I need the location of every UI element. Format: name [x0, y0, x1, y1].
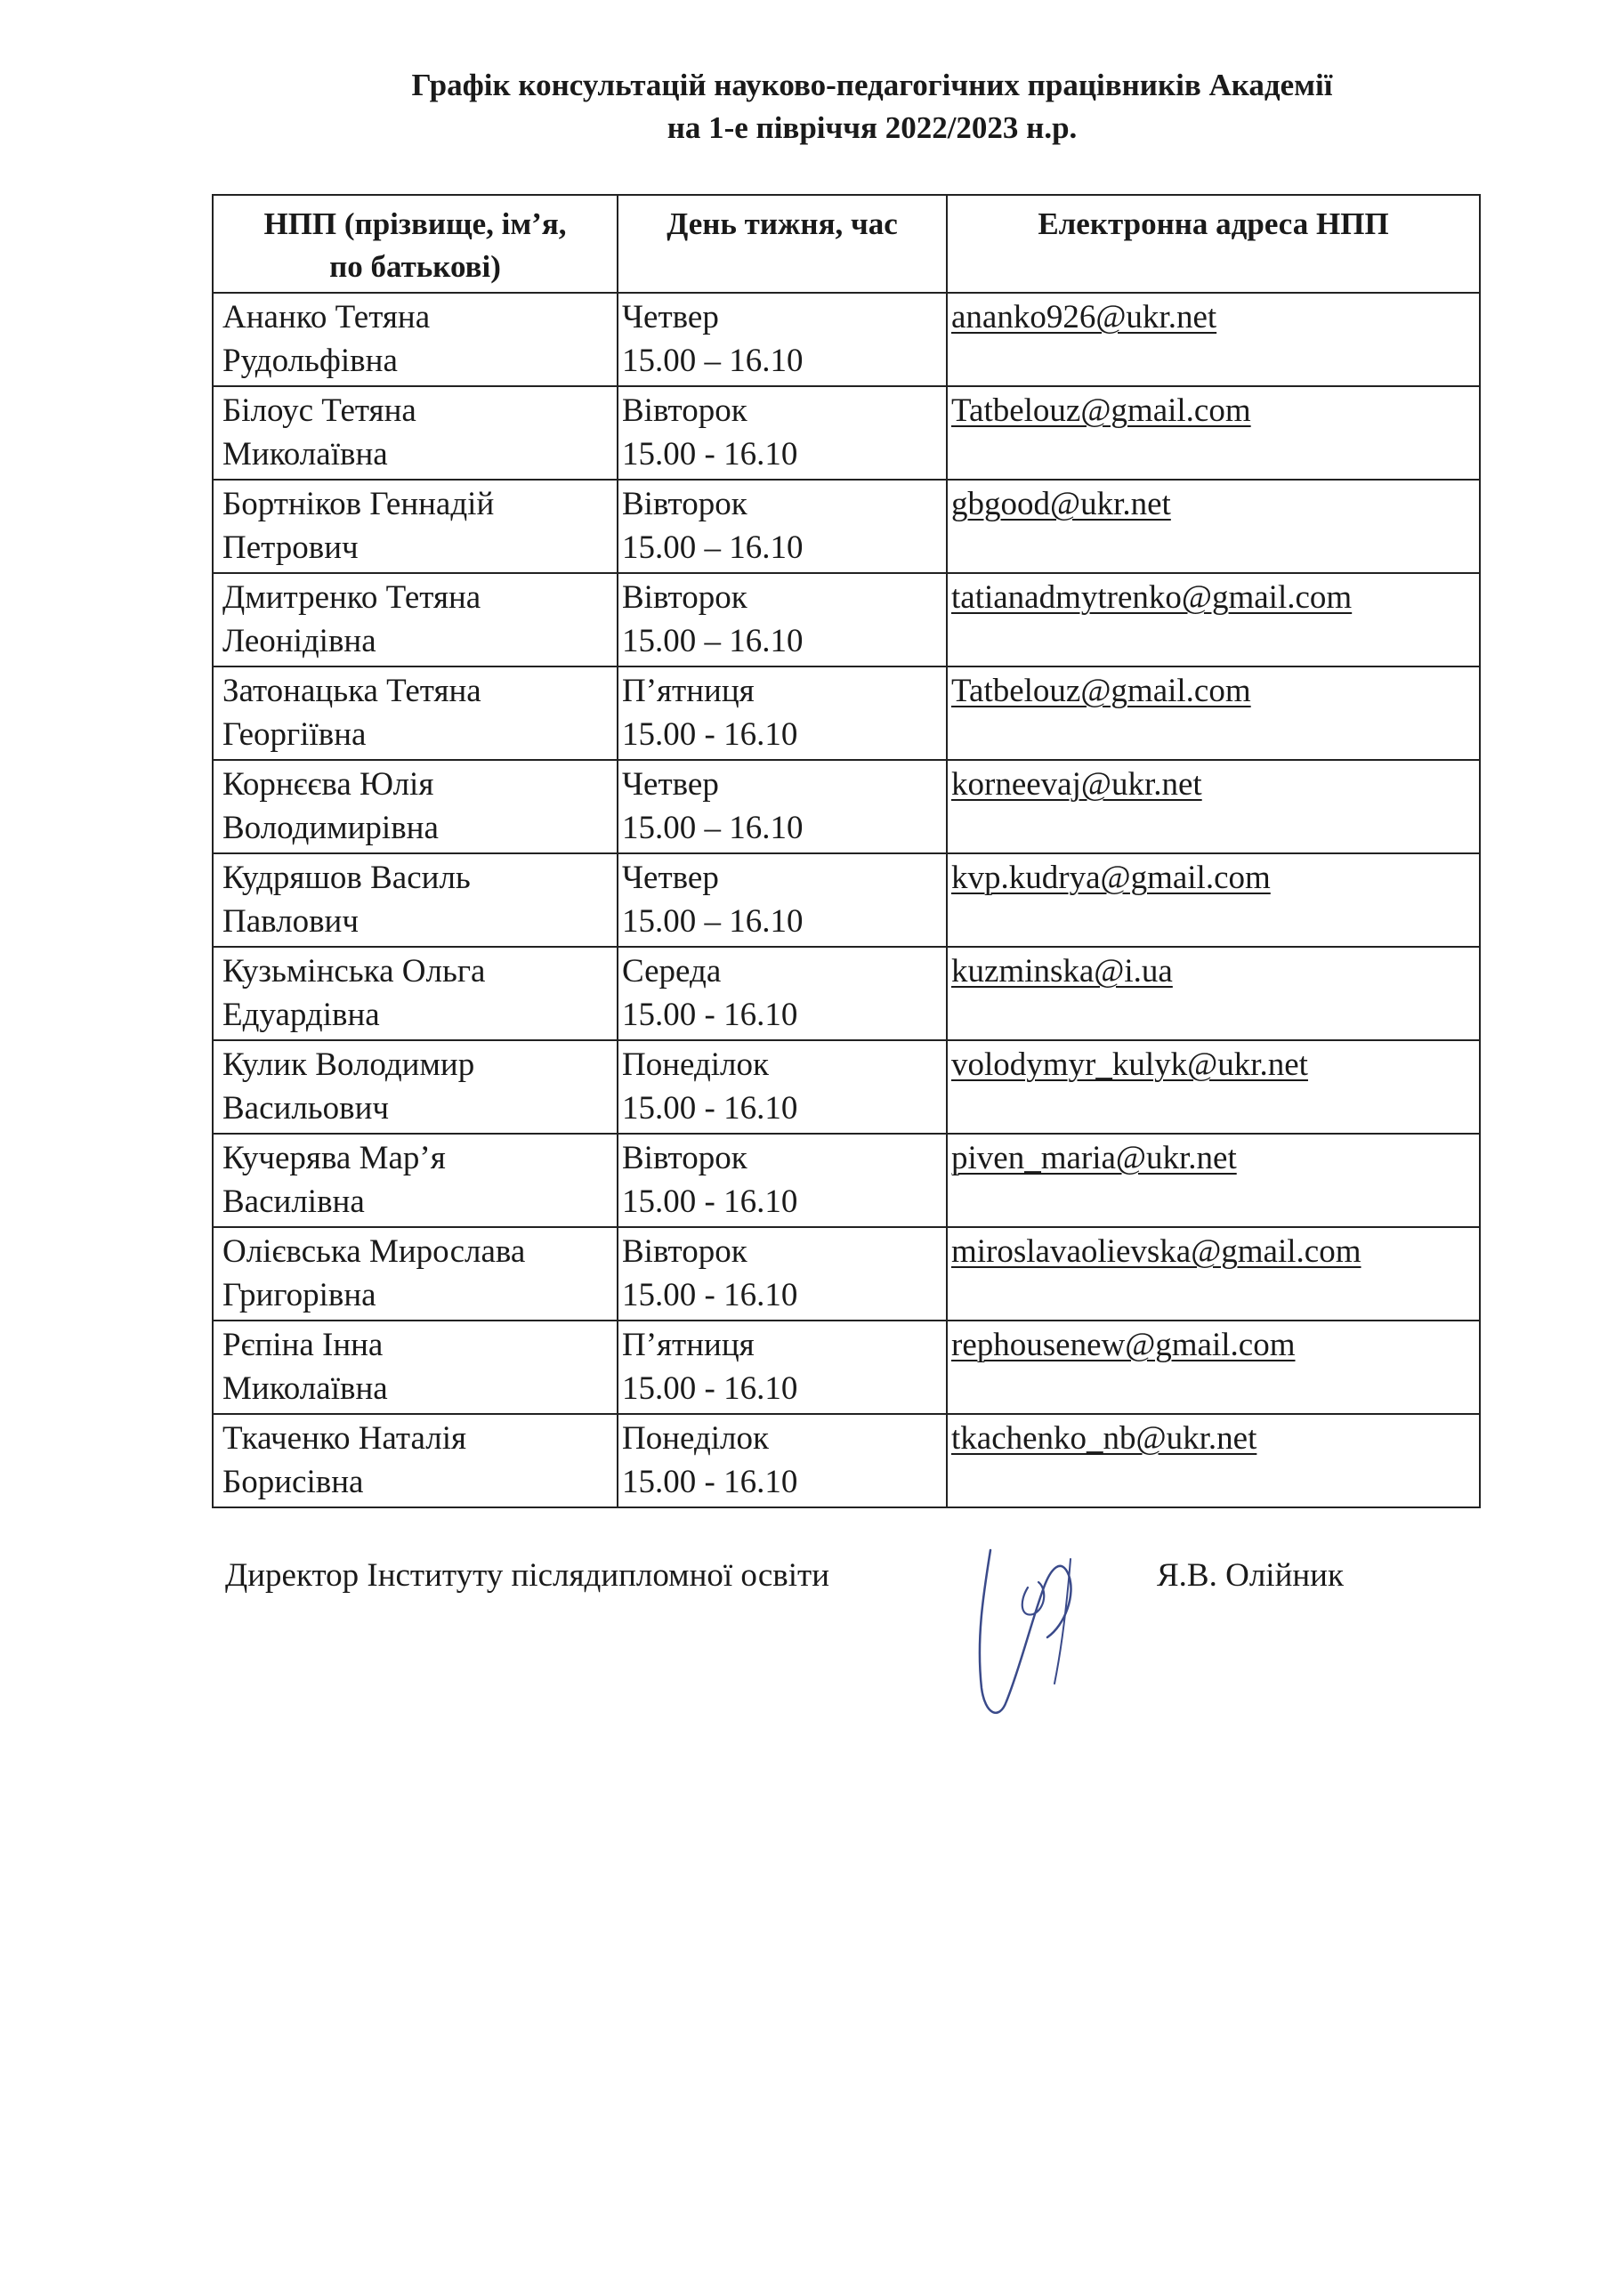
cell-day-time: [618, 1321, 947, 1414]
time-range: 15.00 – 16.10: [622, 903, 804, 940]
cell-email: [947, 1227, 1480, 1321]
title-line-1: Графік консультацій науково-педагогічних працівників Академії: [411, 68, 1333, 102]
day-of-week: П’ятниця: [622, 673, 755, 709]
cell-day-time: [618, 1040, 947, 1134]
cell-day-time: [618, 386, 947, 480]
table-row: [213, 1040, 1480, 1134]
name-patronymic: Едуардівна: [222, 997, 380, 1033]
day-of-week: П’ятниця: [622, 1327, 755, 1363]
name-patronymic: Миколаївна: [222, 1370, 388, 1407]
email-link[interactable]: miroslavaolievska@gmail.com: [951, 1233, 1361, 1270]
table-row: [213, 1134, 1480, 1227]
cell-email: [947, 947, 1480, 1040]
cell-name: [213, 1040, 618, 1134]
email-link[interactable]: rephousenew@gmail.com: [951, 1327, 1296, 1363]
name-surname-first: Кудряшов Василь: [222, 860, 471, 896]
table-row: [213, 1414, 1480, 1507]
cell-email: [947, 480, 1480, 573]
table-row: [213, 386, 1480, 480]
cell-email: [947, 1414, 1480, 1507]
cell-email: [947, 666, 1480, 760]
name-patronymic: Василівна: [222, 1183, 365, 1220]
day-of-week: Вівторок: [622, 486, 747, 522]
cell-name: [213, 480, 618, 573]
time-range: 15.00 - 16.10: [622, 1090, 798, 1127]
name-patronymic: Володимирівна: [222, 810, 439, 846]
time-range: 15.00 - 16.10: [622, 1183, 798, 1220]
email-link[interactable]: ananko926@ukr.net: [951, 299, 1217, 335]
day-of-week: Вівторок: [622, 392, 747, 429]
cell-name: [213, 1134, 618, 1227]
cell-name: [213, 1321, 618, 1414]
table-row: [213, 480, 1480, 573]
time-range: 15.00 – 16.10: [622, 623, 804, 659]
cell-day-time: [618, 853, 947, 947]
cell-day-time: [618, 573, 947, 666]
name-surname-first: Корнєєва Юлія: [222, 766, 434, 803]
name-patronymic: Георгіївна: [222, 716, 367, 753]
time-range: 15.00 – 16.10: [622, 529, 804, 566]
name-patronymic: Борисівна: [222, 1464, 364, 1500]
cell-name: [213, 573, 618, 666]
email-link[interactable]: kvp.kudrya@gmail.com: [951, 860, 1271, 896]
cell-name: [213, 666, 618, 760]
email-link[interactable]: korneevaj@ukr.net: [951, 766, 1202, 803]
cell-email: [947, 1040, 1480, 1134]
cell-day-time: [618, 1414, 947, 1507]
name-patronymic: Григорівна: [222, 1277, 376, 1313]
cell-name: [213, 386, 618, 480]
day-of-week: Четвер: [622, 860, 719, 896]
cell-day-time: [618, 947, 947, 1040]
name-surname-first: Затонацька Тетяна: [222, 673, 481, 709]
cell-email: [947, 293, 1480, 386]
cell-email: [947, 760, 1480, 853]
time-range: 15.00 - 16.10: [622, 436, 798, 473]
day-of-week: Середа: [622, 953, 722, 990]
email-link[interactable]: volodymyr_kulyk@ukr.net: [951, 1046, 1308, 1083]
document-title: [205, 64, 1539, 149]
table-row: [213, 760, 1480, 853]
cell-name: [213, 947, 618, 1040]
table-row: [213, 1321, 1480, 1414]
table-row: [213, 293, 1480, 386]
day-of-week: Вівторок: [622, 1233, 747, 1270]
cell-day-time: [618, 1227, 947, 1321]
header-name-line-1: НПП (прізвище, ім’я,: [263, 206, 567, 241]
time-range: 15.00 – 16.10: [622, 810, 804, 846]
name-surname-first: Кулик Володимир: [222, 1046, 475, 1083]
email-link[interactable]: tkachenko_nb@ukr.net: [951, 1420, 1257, 1457]
cell-day-time: [618, 480, 947, 573]
cell-name: [213, 1414, 618, 1507]
time-range: 15.00 - 16.10: [622, 997, 798, 1033]
cell-day-time: [618, 1134, 947, 1227]
name-patronymic: Рудольфівна: [222, 343, 398, 379]
name-surname-first: Кучерява Мар’я: [222, 1140, 446, 1176]
header-name: [213, 195, 618, 293]
name-surname-first: Олієвська Мирослава: [222, 1233, 526, 1270]
signature-image: [966, 1532, 1099, 1737]
email-link[interactable]: tatianadmytrenko@gmail.com: [951, 579, 1353, 616]
name-surname-first: Бортніков Геннадій: [222, 486, 495, 522]
cell-day-time: [618, 293, 947, 386]
email-link[interactable]: kuzminska@i.ua: [951, 953, 1173, 990]
name-patronymic: Васильович: [222, 1090, 390, 1127]
name-surname-first: Білоус Тетяна: [222, 392, 416, 429]
cell-email: [947, 386, 1480, 480]
email-link[interactable]: Tatbelouz@gmail.com: [951, 392, 1251, 429]
email-link[interactable]: Tatbelouz@gmail.com: [951, 673, 1251, 709]
cell-day-time: [618, 666, 947, 760]
table-row: [213, 853, 1480, 947]
day-of-week: Понеділок: [622, 1046, 770, 1083]
cell-name: [213, 1227, 618, 1321]
name-patronymic: Миколаївна: [222, 436, 388, 473]
name-surname-first: Кузьмінська Ольга: [222, 953, 486, 990]
cell-email: [947, 1134, 1480, 1227]
name-surname-first: Рєпіна Інна: [222, 1327, 384, 1363]
footer-signatory: Я.В. Олійник: [1157, 1557, 1344, 1594]
day-of-week: Понеділок: [622, 1420, 770, 1457]
cell-email: [947, 1321, 1480, 1414]
cell-day-time: [618, 760, 947, 853]
email-link[interactable]: piven_maria@ukr.net: [951, 1140, 1237, 1176]
cell-name: [213, 293, 618, 386]
time-range: 15.00 - 16.10: [622, 1277, 798, 1313]
cell-name: [213, 853, 618, 947]
cell-email: [947, 573, 1480, 666]
time-range: 15.00 - 16.10: [622, 1464, 798, 1500]
footer-position: Директор Інституту післядипломної освіти: [225, 1557, 829, 1594]
name-surname-first: Дмитренко Тетяна: [222, 579, 481, 616]
day-of-week: Четвер: [622, 766, 719, 803]
name-patronymic: Петрович: [222, 529, 359, 566]
name-patronymic: Леонідівна: [222, 623, 376, 659]
table-row: [213, 947, 1480, 1040]
time-range: 15.00 - 16.10: [622, 716, 798, 753]
table-header-row: [213, 195, 1480, 293]
cell-email: [947, 853, 1480, 947]
name-surname-first: Ткаченко Наталія: [222, 1420, 467, 1457]
email-link[interactable]: gbgood@ukr.net: [951, 486, 1171, 522]
header-name-line-2: по батькові): [329, 249, 501, 284]
consultation-schedule-table: [212, 194, 1481, 1508]
time-range: 15.00 - 16.10: [622, 1370, 798, 1407]
name-patronymic: Павлович: [222, 903, 359, 940]
table-row: [213, 573, 1480, 666]
cell-name: [213, 760, 618, 853]
header-email: Електронна адреса НПП: [947, 195, 1480, 293]
day-of-week: Вівторок: [622, 1140, 747, 1176]
name-surname-first: Ананко Тетяна: [222, 299, 431, 335]
day-of-week: Вівторок: [622, 579, 747, 616]
time-range: 15.00 – 16.10: [622, 343, 804, 379]
table-row: [213, 666, 1480, 760]
title-line-2: на 1-е півріччя 2022/2023 н.р.: [667, 110, 1078, 145]
header-day: День тижня, час: [618, 195, 947, 293]
table-row: [213, 1227, 1480, 1321]
day-of-week: Четвер: [622, 299, 719, 335]
